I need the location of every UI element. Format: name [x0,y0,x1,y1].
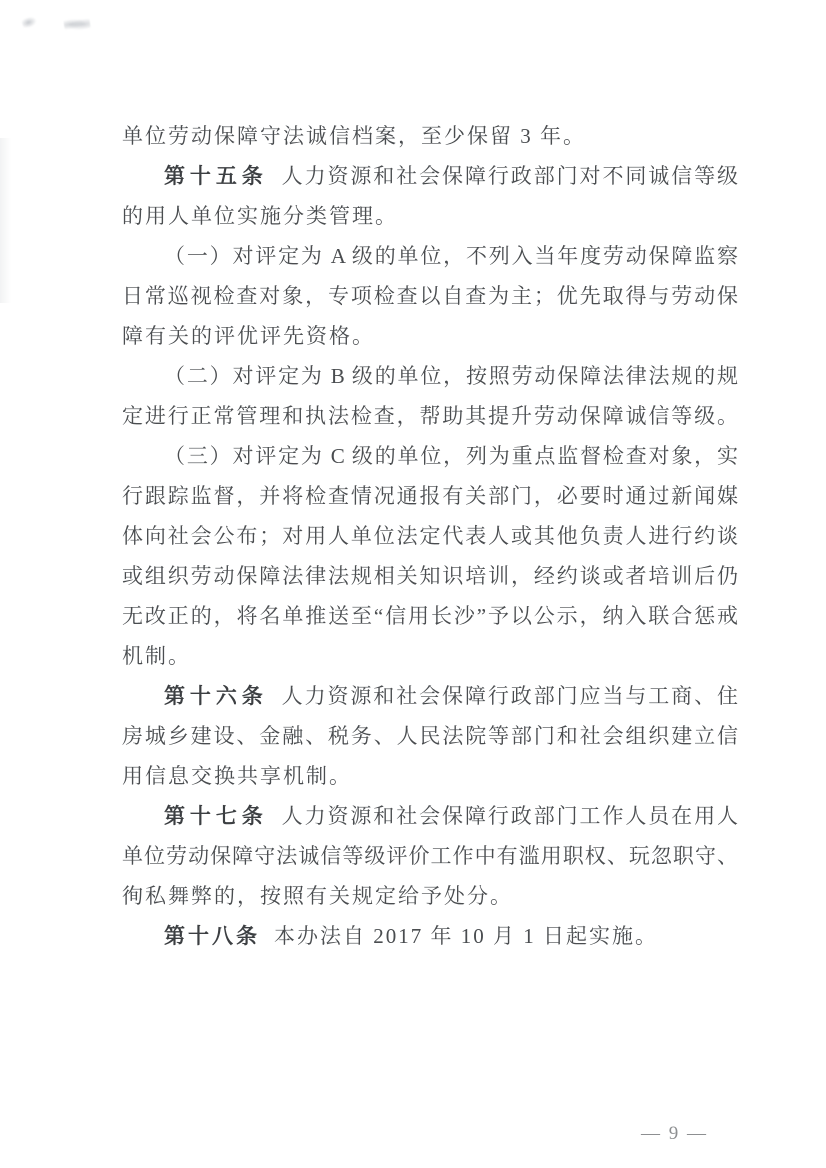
text-line: （二）对评定为 B 级的单位，按照劳动保障法律法规的规 [164,364,738,388]
article-number: 第十七条 [164,804,268,828]
text-line: 定进行正常管理和执法检查，帮助其提升劳动保障诚信等级。 [122,404,738,428]
text-line: 日常巡视检查对象，专项检查以自查为主；优先取得与劳动保 [122,284,738,308]
text-line: 第十七条 人力资源和社会保障行政部门工作人员在用人 [164,804,739,828]
text-line: 无改正的，将名单推送至“信用长沙”予以公示，纳入联合惩戒 [122,604,738,628]
scan-speck [21,14,40,30]
text-line: 用信息交换共享机制。 [122,764,352,788]
text-line: 体向社会公布；对用人单位法定代表人或其他负责人进行约谈 [122,524,738,548]
article-number: 第十五条 [164,164,268,188]
scan-edge-shadow [0,138,11,303]
text-line: （三）对评定为 C 级的单位，列为重点监督检查对象，实 [164,444,738,468]
text-line: （一）对评定为 A 级的单位，不列入当年度劳动保障监察 [164,244,738,268]
text-line: 的用人单位实施分类管理。 [122,204,398,228]
text-line: 第十五条 人力资源和社会保障行政部门对不同诚信等级 [164,164,739,188]
text-line: 机制。 [122,644,191,668]
text-line: 单位劳动保障守法诚信档案，至少保留 3 年。 [122,124,586,148]
text-line: 单位劳动保障守法诚信等级评价工作中有滥用职权、玩忽职守、 [122,844,738,868]
text-line: 行跟踪监督，并将检查情况通报有关部门，必要时通过新闻媒 [122,484,738,508]
scan-speck [63,16,90,32]
text-line: 或组织劳动保障法律法规相关知识培训，经约谈或者培训后仍 [122,564,738,588]
text-line: 第十六条 人力资源和社会保障行政部门应当与工商、住 [164,684,739,708]
text-line: 第十八条 本办法自 2017 年 10 月 1 日起实施。 [164,924,658,948]
text-line: 徇私舞弊的，按照有关规定给予处分。 [122,884,513,908]
page-content [122,116,738,956]
page-number: — 9 — [641,1123,708,1144]
article-number: 第十八条 [164,924,260,948]
article-number: 第十六条 [164,684,268,708]
text-line: 障有关的评优评先资格。 [122,324,375,348]
text-line: 房城乡建设、金融、税务、人民法院等部门和社会组织建立信 [122,724,738,748]
